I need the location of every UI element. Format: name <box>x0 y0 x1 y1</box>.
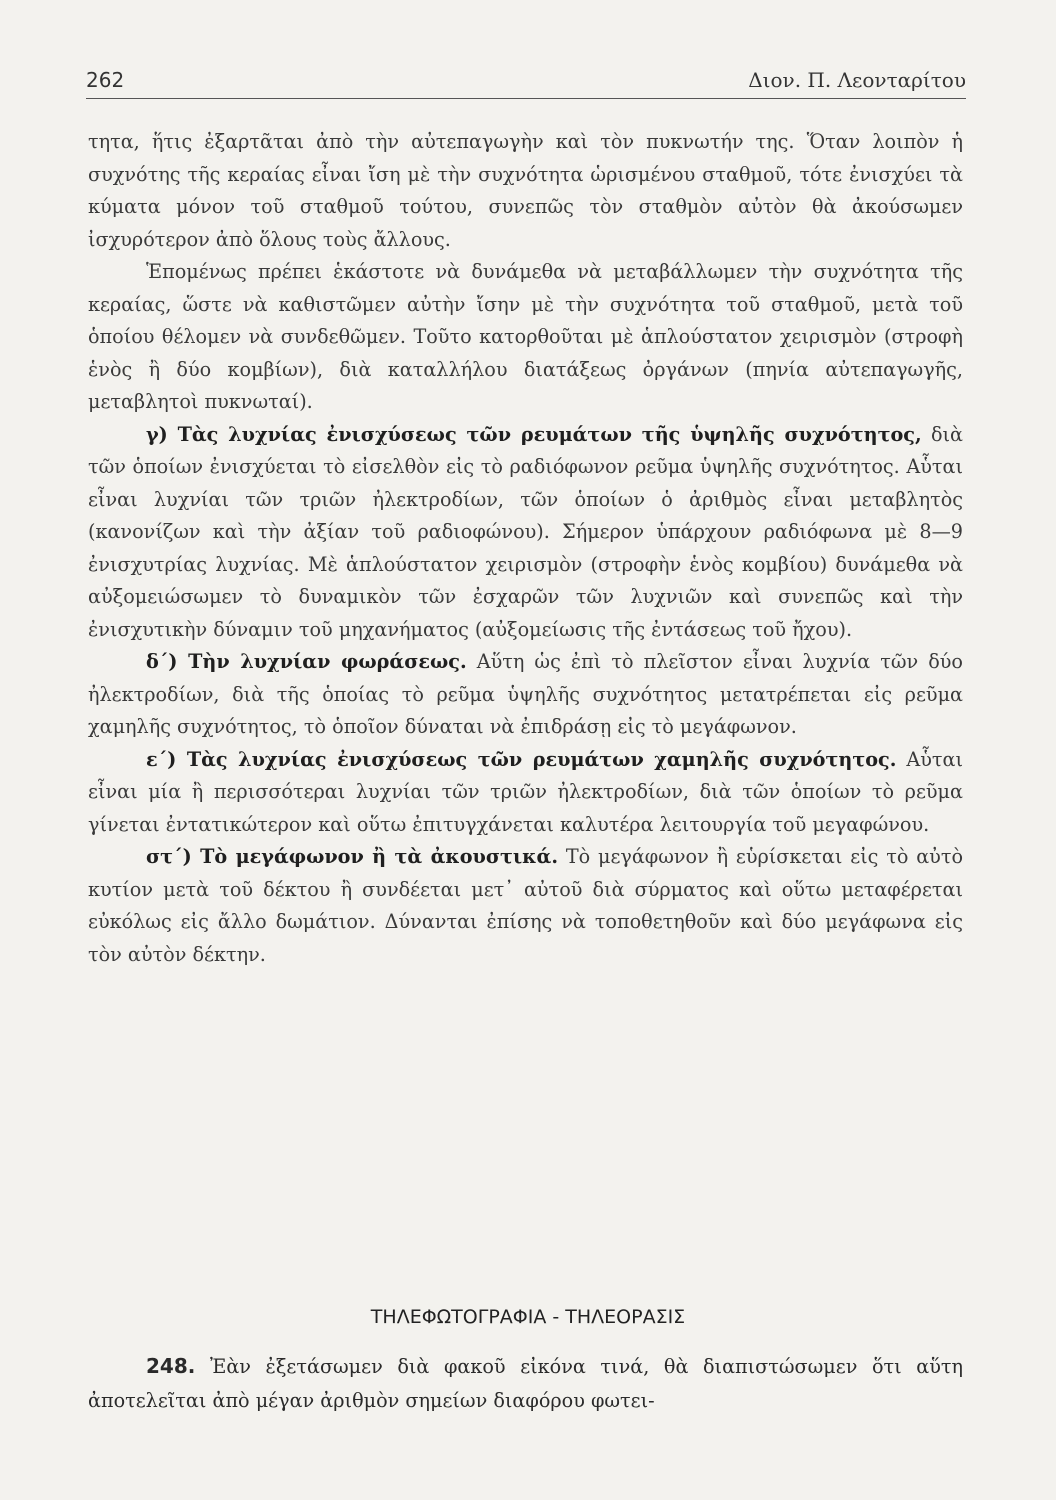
item-d-text: Αὕτη ὡς ἐπὶ τὸ πλεῖστον εἶναι λυχνία τῶν δύο ἠλεκτροδίων, διὰ τῆς ὁποίας τὸ ρεῦμα ὑψηλῆς συχνότητος μετατρέπεται εἰς ρεῦμα χαμηλῆς συχνότητος, τὸ ὁποῖον δύναται νὰ ἐπιδράσῃ εἰς τὸ μεγάφωνον. <box>88 650 963 738</box>
body-text <box>88 126 963 971</box>
item-e-text: Αὗται εἶναι μία ἢ περισσότεραι λυχνίαι τῶν τριῶν ἠλεκτροδίων, διὰ τῶν ὁποίων τὸ ρεῦμα γίνεται ἐντατικώτερον καὶ οὕτω ἐπιτυγχάνεται καλυτέρα λειτουργία τοῦ μεγαφώνου. <box>88 747 963 836</box>
tuning-paragraph: Ἑπομένως πρέπει ἑκάστοτε νὰ δυνάμεθα νὰ μεταβάλλωμεν τὴν συχνότητα τῆς κεραίας, ὥστε νὰ καθιστῶμεν αὐτὴν ἴσην μὲ τὴν συχνότητα τοῦ σταθμοῦ, μετὰ τοῦ ὁποίου θέλομεν νὰ συνδεθῶμεν. Τοῦτο κατορθοῦται μὲ ἁπλούστατον χειρισμὸν (στροφὴ ἑνὸς ἢ δύο κομβίων), διὰ καταλλήλου διατάξεως ὀργάνων (πηνία αὐτεπαγωγῆς, μεταβλητοὶ πυκνωταί). <box>88 260 963 413</box>
intro-paragraph: τητα, ἥτις ἐξαρτᾶται ἀπὸ τὴν αὐτεπαγωγὴν καὶ τὸν πυκνωτήν της. Ὅταν λοιπὸν ἡ συχνότης τῆς κεραίας εἶναι ἴση μὲ τὴν συχνότητα ὡρισμένου σταθμοῦ, τότε ἐνισχύει τὰ κύματα μόνον τοῦ σταθμοῦ τούτου, συνεπῶς τὸν σταθμὸν αὐτὸν θὰ ἀκούσωμεν ἰσχυρότερον ἀπὸ ὅλους τοὺς ἄλλους. <box>88 130 963 251</box>
item-d-label: δ΄) Τὴν λυχνίαν φωράσεως. <box>146 650 467 673</box>
item-e-paragraph <box>88 744 963 842</box>
item-st-label: στ΄) Τὸ μεγάφωνον ἢ τὰ ἀκουστικά. <box>146 845 558 868</box>
item-g-paragraph <box>88 419 963 647</box>
item-st-paragraph <box>88 841 963 971</box>
item-st-text: Τὸ μεγάφωνον ἢ εὑρίσκεται εἰς τὸ αὐτὸ κυτίον μετὰ τοῦ δέκτου ἢ συνδέεται μετ᾿ αὐτοῦ διὰ σύρματος καὶ οὕτω μεταφέρεται εὐκόλως εἰς ἄλλο δωμάτιον. Δύνανται ἐπίσης νὰ τοποθετηθοῦν καὶ δύο μεγάφωνα εἰς τὸν αὐτὸν δέκτην. <box>88 845 963 966</box>
paragraph-248 <box>88 1349 963 1418</box>
item-g-text: διὰ τῶν ὁποίων ἐνισχύεται τὸ εἰσελθὸν εἰς τὸ ραδιόφωνον ρεῦμα ὑψηλῆς συχνότητος. Αὗται εἶναι λυχνίαι τῶν τριῶν ἠλεκτροδίων, τῶν ὁποίων ὁ ἀριθμὸς εἶναι μεταβλητὸς (κανονίζων καὶ τὴν ἀξίαν τοῦ ραδιοφώνου). Σήμερον ὑπάρχουν ραδιόφωνα μὲ 8—9 ἐνισχυτρίας λυχνίας. Μὲ ἁπλούστατον χειρισμὸν (στροφὴν ἑνὸς κομβίου) δυνάμεθα νὰ αὐξομειώσωμεν τὸ δυναμικὸν τῶν ἐσχαρῶν τῶν λυχνιῶν καὶ συνεπῶς καὶ τὴν ἐνισχυτικὴν δύναμιν τοῦ μηχανήματος (αὐξομείωσις τῆς ἐντάσεως τοῦ ἤχου). <box>88 422 963 641</box>
page-header <box>86 62 966 99</box>
section-heading: ΤΗΛΕΦΩΤΟΓΡΑΦΙΑ - ΤΗΛΕΟΡΑΣΙΣ <box>370 1306 686 1328</box>
paragraph-number: 248. <box>146 1354 196 1378</box>
running-head: Διον. Π. Λεονταρίτου <box>748 68 966 92</box>
item-e-label: ε΄) Τὰς λυχνίας ἐνισχύσεως τῶν ρευμάτων χαμηλῆς συχνότητος. <box>146 747 897 771</box>
item-d-paragraph <box>88 646 963 744</box>
item-g-label: γ) Τὰς λυχνίας ἐνισχύσεως τῶν ρευμάτων τῆς ὑψηλῆς συχνότητος, <box>146 422 922 446</box>
page-number: 262 <box>86 68 125 92</box>
paragraph-248-text: Ἐὰν ἐξετάσωμεν διὰ φακοῦ εἰκόνα τινά, θὰ διαπιστώσωμεν ὅτι αὕτη ἀποτελεῖται ἀπὸ μέγαν ἀριθμὸν σημείων διαφόρου φωτει- <box>88 1355 963 1412</box>
